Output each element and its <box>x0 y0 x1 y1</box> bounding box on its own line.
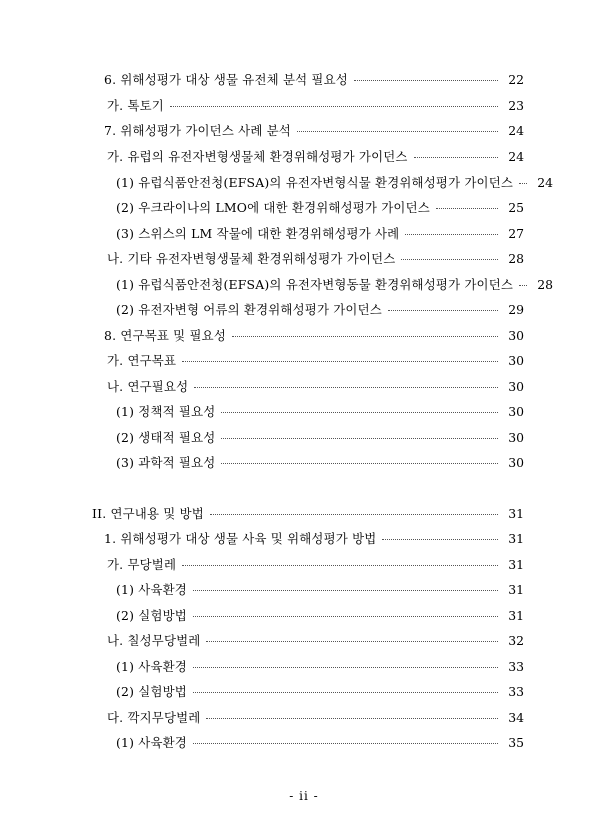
toc-entry-label: (1) 정책적 필요성 <box>116 404 216 419</box>
dot-leader <box>221 412 498 413</box>
toc-entry-label: 가. 유럽의 유전자변형생물체 환경위해성평가 가이던스 <box>107 149 408 164</box>
toc-entry-page: 33 <box>508 684 524 699</box>
toc-entry[interactable] <box>116 226 524 242</box>
dot-leader <box>297 131 498 132</box>
toc-entry-page: 22 <box>508 72 524 87</box>
dot-leader <box>210 514 498 515</box>
dot-leader <box>170 106 498 107</box>
toc-entry-page: 32 <box>508 633 524 648</box>
toc-entry-page: 27 <box>508 226 524 241</box>
toc-entry-page: 25 <box>508 200 524 215</box>
dot-leader <box>193 590 498 591</box>
dot-leader <box>388 310 498 311</box>
toc-entry-page: 30 <box>508 328 524 343</box>
toc-entry[interactable] <box>116 582 524 598</box>
toc-entry[interactable] <box>116 277 554 293</box>
dot-leader <box>221 463 498 464</box>
toc-entry-label: (3) 스위스의 LM 작물에 대한 환경위해성평가 사례 <box>116 226 400 241</box>
toc-entry-page: 24 <box>537 175 554 190</box>
toc-entry-page: 31 <box>508 557 524 572</box>
toc-entry-page: 31 <box>508 506 524 521</box>
toc-entry-label: 가. 톡토기 <box>107 98 164 113</box>
toc-entry-page: 31 <box>508 582 524 597</box>
toc-entry-label: 가. 무당벌레 <box>107 557 177 572</box>
toc-entry-page: 23 <box>508 98 524 113</box>
dot-leader <box>206 641 498 642</box>
dot-leader <box>436 208 498 209</box>
toc-entry[interactable] <box>116 684 524 700</box>
dot-leader <box>382 539 498 540</box>
dot-leader <box>221 438 498 439</box>
toc-entry[interactable] <box>116 659 524 675</box>
toc-entry-page: 33 <box>508 659 524 674</box>
toc-entry[interactable] <box>116 404 524 420</box>
dot-leader <box>401 259 498 260</box>
toc-entry-label: 나. 기타 유전자변형생물체 환경위해성평가 가이던스 <box>107 251 396 266</box>
toc-entry-label: II. 연구내용 및 방법 <box>92 506 204 521</box>
dot-leader <box>232 336 498 337</box>
toc-entry[interactable] <box>107 251 524 267</box>
toc-entry[interactable] <box>116 430 524 446</box>
toc-chapter[interactable] <box>92 506 524 522</box>
toc-entry-page: 30 <box>508 455 524 470</box>
toc-entry-label: 1. 위해성평가 대상 생물 사육 및 위해성평가 방법 <box>104 531 377 546</box>
toc-entry-label: (2) 실험방법 <box>116 684 187 699</box>
toc-entry[interactable] <box>107 379 524 395</box>
dot-leader <box>519 183 527 184</box>
toc-entry[interactable] <box>116 302 524 318</box>
toc-entry-page: 28 <box>537 277 554 292</box>
dot-leader <box>193 743 498 744</box>
dot-leader <box>182 361 498 362</box>
toc-entry-label: (1) 유럽식품안전청(EFSA)의 유전자변형동물 환경위해성평가 가이던스 <box>116 277 514 292</box>
toc-entry-page: 28 <box>508 251 524 266</box>
toc-entry-page: 30 <box>508 353 524 368</box>
dot-leader <box>193 692 498 693</box>
toc-entry[interactable] <box>104 72 524 88</box>
toc-entry[interactable] <box>107 710 524 726</box>
toc-entry[interactable] <box>104 328 524 344</box>
toc-entry-label: (1) 사육환경 <box>116 582 187 597</box>
dot-leader <box>193 667 498 668</box>
toc-entry-label: (1) 유럽식품안전청(EFSA)의 유전자변형식물 환경위해성평가 가이던스 <box>116 175 514 190</box>
toc-entry-label: (2) 유전자변형 어류의 환경위해성평가 가이던스 <box>116 302 382 317</box>
toc-entry-label: (2) 생태적 필요성 <box>116 430 216 445</box>
dot-leader <box>182 565 498 566</box>
toc-entry[interactable] <box>107 98 524 114</box>
toc-entry[interactable] <box>116 455 524 471</box>
toc-entry-page: 24 <box>508 123 524 138</box>
toc-entry[interactable] <box>104 123 524 139</box>
toc-entry-label: 8. 연구목표 및 필요성 <box>104 328 226 343</box>
toc-entry[interactable] <box>104 531 524 547</box>
toc-entry-page: 31 <box>508 531 524 546</box>
toc-entry[interactable] <box>107 633 524 649</box>
dot-leader <box>354 80 498 81</box>
dot-leader <box>519 285 527 286</box>
toc-entry-label: 다. 깍지무당벌레 <box>107 710 201 725</box>
toc-entry[interactable] <box>116 735 524 751</box>
toc-entry-label: 7. 위해성평가 가이던스 사례 분석 <box>104 123 291 138</box>
toc-entry-page: 30 <box>508 430 524 445</box>
toc-entry-label: 6. 위해성평가 대상 생물 유전체 분석 필요성 <box>104 72 348 87</box>
page-number: - ii - <box>289 789 319 803</box>
toc-entry-label: 나. 칠성무당벌레 <box>107 633 201 648</box>
toc-entry-page: 29 <box>508 302 524 317</box>
toc-entry[interactable] <box>107 353 524 369</box>
toc-entry-page: 30 <box>508 379 524 394</box>
toc-entry-page: 34 <box>508 710 524 725</box>
toc-entry[interactable] <box>107 557 524 573</box>
toc-entry[interactable] <box>116 175 554 191</box>
toc-entry-label: (2) 실험방법 <box>116 608 187 623</box>
toc-entry-page: 31 <box>508 608 524 623</box>
toc-entry-label: (3) 과학적 필요성 <box>116 455 216 470</box>
toc-entry[interactable] <box>116 200 524 216</box>
toc-entry-page: 35 <box>508 735 524 750</box>
toc-entry[interactable] <box>116 608 524 624</box>
toc-entry-label: (1) 사육환경 <box>116 659 187 674</box>
dot-leader <box>194 387 498 388</box>
toc-entry-page: 24 <box>508 149 524 164</box>
toc-entry-label: (2) 우크라이나의 LMO에 대한 환경위해성평가 가이던스 <box>116 200 430 215</box>
toc-entry-page: 30 <box>508 404 524 419</box>
toc-entry-label: 가. 연구목표 <box>107 353 177 368</box>
toc-entry-label: (1) 사육환경 <box>116 735 187 750</box>
dot-leader <box>206 718 498 719</box>
dot-leader <box>414 157 498 158</box>
toc-entry-label: 나. 연구필요성 <box>107 379 189 394</box>
dot-leader <box>405 234 498 235</box>
dot-leader <box>193 616 498 617</box>
toc-entry[interactable] <box>107 149 524 165</box>
